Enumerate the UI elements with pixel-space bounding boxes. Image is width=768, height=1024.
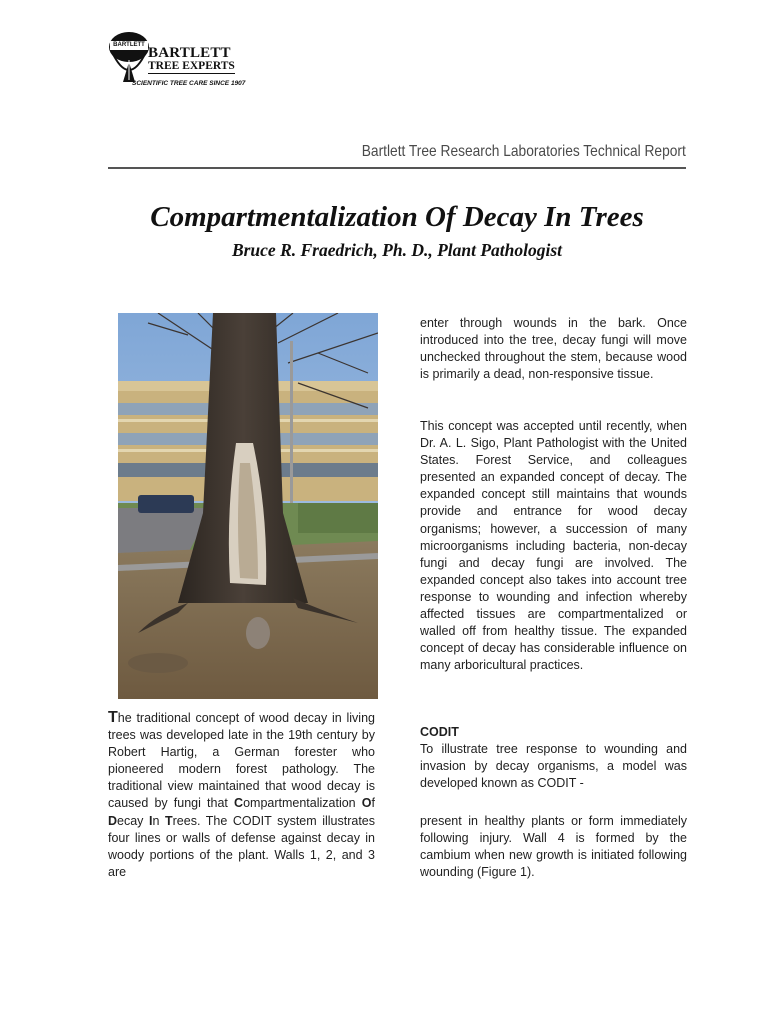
right-paragraph-1 xyxy=(420,315,687,383)
logo-badge-text: BARTLETT xyxy=(113,42,145,48)
logo-company-name: BARTLETT xyxy=(148,45,231,61)
intro-paragraph xyxy=(108,709,375,881)
paragraph-text: rees. xyxy=(172,813,201,828)
bartlett-logo xyxy=(108,30,258,92)
codit-letter: O xyxy=(361,796,372,811)
paragraph-text: The CODIT system illustrates four lines or walls of defense against decay in woody portions of the plant. Walls 1, 2, and 3 are xyxy=(108,813,375,879)
right-paragraph-4 xyxy=(420,813,687,881)
logo-tagline: SCIENTIFIC TREE CARE SINCE 1907 xyxy=(132,80,246,87)
article-title: Compartmentalization Of Decay In Trees xyxy=(150,201,644,233)
tree-logo-icon xyxy=(108,30,152,86)
paragraph-text: n xyxy=(152,813,165,828)
paragraph-text: ecay xyxy=(117,813,149,828)
paragraph-text: f xyxy=(371,796,375,811)
paragraph-text: present in healthy plants or form immediately following injury. Wall 4 is formed by the cambium when new growth is initiated following wounding (Figure 1). xyxy=(420,814,687,880)
paragraph-text: he traditional concept of wood decay in living trees was developed late in the 19th century by Robert Hartig, a German forester who pioneered modern forest pathology. The traditional view maintained that wood decay is caused by fungi that xyxy=(108,711,375,811)
report-series-title: Bartlett Tree Research Laboratories Technical Report xyxy=(361,143,686,160)
header-divider xyxy=(108,167,686,169)
codit-letter: I xyxy=(149,813,153,828)
drop-cap: T xyxy=(108,709,118,726)
codit-letter: C xyxy=(234,796,244,811)
article-byline: Bruce R. Fraedrich, Ph. D., Plant Pathologist xyxy=(231,240,563,260)
codit-letter: D xyxy=(108,813,118,828)
right-paragraph-2 xyxy=(420,418,687,674)
tree-decay-photo xyxy=(118,313,378,699)
logo-company-subname: TREE EXPERTS xyxy=(148,60,235,72)
codit-letter: T xyxy=(165,813,173,828)
paragraph-text: This concept was accepted until recently, when Dr. A. L. Sigo, Plant Pathologist with the United States. Forest Service, and colleagues presented an expanded concept of decay. The expanded concept still maintains that wounds provide and entrance for wood decay organisms; however, a succession of many microorganisms including bacteria, non-decay fungi and decay fungi are involved. The expanded concept also takes into account tree response to wounding and infection whereby affected tissues are compartmentalized or walled off from healthy tissue. The expanded concept of decay has considerable influence on many arboricultural practices. xyxy=(420,419,687,673)
left-text-column xyxy=(108,709,375,881)
section-heading: CODIT xyxy=(420,725,459,739)
paragraph-text: enter through wounds in the bark. Once introduced into the tree, decay fungi will move unchecked throughout the stem, because wood is primarily a dead, non-responsive tissue. xyxy=(420,316,687,382)
paragraph-text: To illustrate tree response to wounding and invasion by decay organisms, a model was developed known as CODIT - xyxy=(420,742,687,791)
paragraph-text: ompartmentalization xyxy=(243,796,362,811)
codit-section xyxy=(420,724,687,792)
